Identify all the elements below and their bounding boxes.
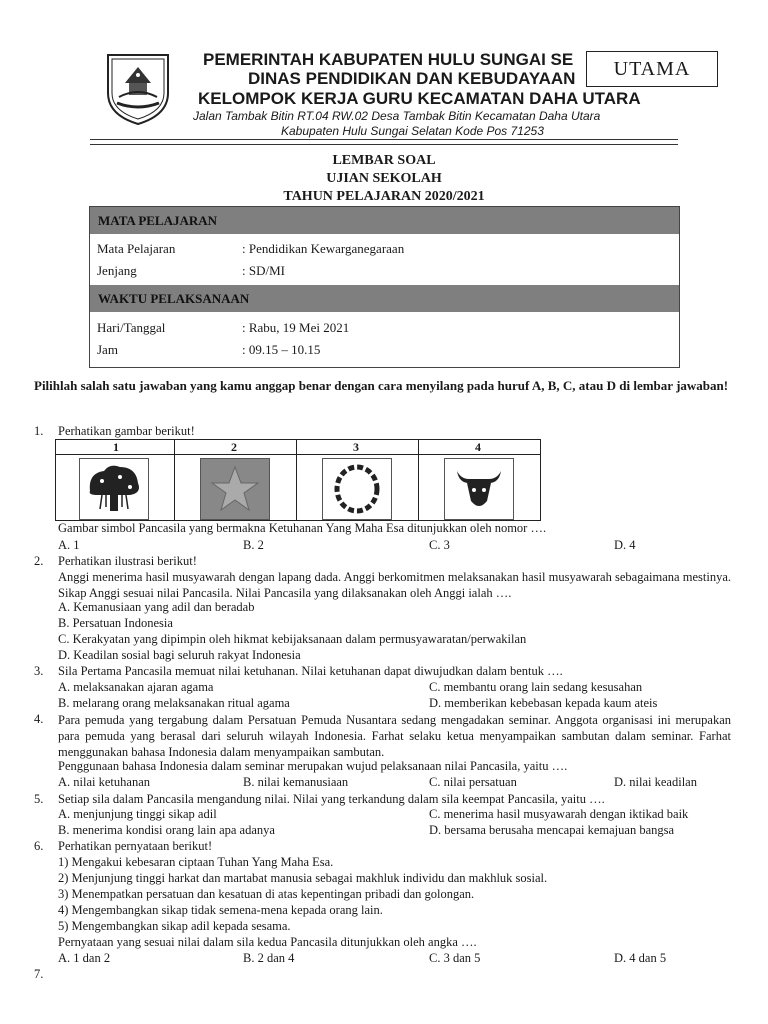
q4-option-a: A. nilai ketuhanan xyxy=(58,775,150,789)
q4-question: Penggunaan bahasa Indonesia dalam seminar merupakan wujud pelaksanaan nilai Pancasila, yaitu …. xyxy=(58,759,568,773)
date-label: Hari/Tanggal xyxy=(97,320,166,335)
regency-logo xyxy=(105,53,171,126)
q5-stem: Setiap sila dalam Pancasila mengandung nilai. Nilai yang terkandung dalam sila keempat Pancasila, yaitu …. xyxy=(58,792,605,806)
q1-option-a: A. 1 xyxy=(58,538,80,552)
q4-number: 4. xyxy=(34,712,44,726)
time-value: : 09.15 – 10.15 xyxy=(242,342,321,357)
date-value: : Rabu, 19 Mei 2021 xyxy=(242,320,350,335)
q2-option-b: B. Persatuan Indonesia xyxy=(58,616,173,630)
doc-title-2: UJIAN SEKOLAH xyxy=(326,171,442,186)
q1-option-d: D. 4 xyxy=(614,538,636,552)
q1-col-header: 4 xyxy=(475,440,481,454)
q6-item: 2) Menjunjung tinggi harkat dan martabat manusia sebagai makhluk individu dan makhluk sosial. xyxy=(58,871,548,885)
q1-option-b: B. 2 xyxy=(243,538,264,552)
doc-title-3: TAHUN PELAJARAN 2020/2021 xyxy=(283,189,485,204)
header-line-1: PEMERINTAH KABUPATEN HULU SUNGAI SE xyxy=(203,50,574,69)
q3-option-a: A. melaksanakan ajaran agama xyxy=(58,680,214,694)
q1-col-header: 2 xyxy=(231,440,237,454)
q1-option-c: C. 3 xyxy=(429,538,450,552)
level-value: : SD/MI xyxy=(242,263,285,278)
q6-option-a: A. 1 dan 2 xyxy=(58,951,111,965)
subject-value: : Pendidikan Kewarganegaraan xyxy=(242,241,405,256)
subject-label: Mata Pelajaran xyxy=(97,241,176,256)
q3-option-b: B. melarang orang melaksanakan ritual agama xyxy=(58,696,290,710)
banyan-tree-icon xyxy=(79,458,149,520)
q3-number: 3. xyxy=(34,664,44,678)
q6-item: 4) Mengembangkan sikap tidak semena-mena kepada orang lain. xyxy=(58,903,383,917)
q3-option-d: D. memberikan kebebasan kepada kaum ateis xyxy=(429,696,658,710)
q6-option-c: C. 3 dan 5 xyxy=(429,951,481,965)
q1-stem: Perhatikan gambar berikut! xyxy=(58,424,195,438)
q6-item: 5) Mengembangkan sikap adil kepada sesama. xyxy=(58,919,291,933)
info-section-time: WAKTU PELAKSANAAN xyxy=(90,285,679,312)
q3-option-c: C. membantu orang lain sedang kesusahan xyxy=(429,680,643,694)
header-divider xyxy=(90,139,678,145)
q6-question: Pernyataan yang sesuai nilai dalam sila kedua Pancasila ditunjukkan oleh angka …. xyxy=(58,935,477,949)
q1-question: Gambar simbol Pancasila yang bermakna Ketuhanan Yang Maha Esa ditunjukkan oleh nomor …. xyxy=(58,521,547,535)
q5-option-a: A. menjunjung tinggi sikap adil xyxy=(58,807,217,821)
q5-number: 5. xyxy=(34,792,44,806)
q1-symbol-table xyxy=(55,439,541,521)
q6-option-b: B. 2 dan 4 xyxy=(243,951,295,965)
level-label: Jenjang xyxy=(97,263,137,278)
time-label: Jam xyxy=(97,342,118,357)
q1-col-header: 1 xyxy=(113,440,119,454)
q1-col-header: 3 xyxy=(353,440,359,454)
chain-icon xyxy=(322,458,392,520)
q4-option-b: B. nilai kemanusiaan xyxy=(243,775,349,789)
q2-stem: Perhatikan ilustrasi berikut! xyxy=(58,554,197,568)
q4-option-c: C. nilai persatuan xyxy=(429,775,517,789)
q6-item: 3) Menempatkan persatuan dan kesatuan di atas kepentingan pribadi dan golongan. xyxy=(58,887,475,901)
q3-stem: Sila Pertama Pancasila memuat nilai ketuhanan. Nilai ketuhanan dapat diwujudkan dalam bentuk …. xyxy=(58,664,563,678)
q1-number: 1. xyxy=(34,424,44,438)
header-line-2: DINAS PENDIDIKAN DAN KEBUDAYAAN xyxy=(248,69,576,88)
q2-number: 2. xyxy=(34,554,44,568)
header-address-1: Jalan Tambak Bitin RT.04 RW.02 Desa Tambak Bitin Kecamatan Daha Utara xyxy=(193,109,601,123)
q6-number: 6. xyxy=(34,839,44,853)
bull-head-icon xyxy=(444,458,514,520)
q7-number: 7. xyxy=(34,967,44,981)
info-section-subject: MATA PELAJARAN xyxy=(90,207,679,234)
q6-option-d: D. 4 dan 5 xyxy=(614,951,667,965)
q4-text: Para pemuda yang tergabung dalam Persatuan Pemuda Nusantara sedang mengadakan seminar. Anggota organisasi ini merupakan para pemuda yang berasal dari seluruh wilayah Indonesia. Farhat selaku ketua menyampaikan sambutan dalam seminar. Farhat menggunakan bahasa Indonesia dalam menyampaikan sambutan. xyxy=(58,713,731,759)
doc-title-1: LEMBAR SOAL xyxy=(332,153,436,168)
q6-stem: Perhatikan pernyataan berikut! xyxy=(58,839,213,853)
q4-option-d: D. nilai keadilan xyxy=(614,775,697,789)
stamp-utama: UTAMA xyxy=(586,51,718,87)
instruction: Pilihlah salah satu jawaban yang kamu anggap benar dengan cara menyilang pada huruf A, B, C, atau D di lembar jawaban! xyxy=(34,378,729,393)
q2-option-d: D. Keadilan sosial bagi seluruh rakyat Indonesia xyxy=(58,648,301,662)
q5-option-d: D. bersama berusaha mencapai kemajuan bangsa xyxy=(429,823,675,837)
header-address-2: Kabupaten Hulu Sungai Selatan Kode Pos 71253 xyxy=(281,124,544,138)
q2-option-a: A. Kemanusiaan yang adil dan beradab xyxy=(58,600,255,614)
q5-option-b: B. menerima kondisi orang lain apa adanya xyxy=(58,823,275,837)
q2-option-c: C. Kerakyatan yang dipimpin oleh hikmat kebijaksanaan dalam permusyawaratan/perwakilan xyxy=(58,632,527,646)
q6-item: 1) Mengakui kebesaran ciptaan Tuhan Yang Maha Esa. xyxy=(58,855,334,869)
q5-option-c: C. menerima hasil musyawarah dengan iktikad baik xyxy=(429,807,689,821)
star-icon xyxy=(200,458,270,520)
info-box xyxy=(89,206,680,368)
q2-text: Anggi menerima hasil musyawarah dengan lapang dada. Anggi berkomitmen melaksanakan hasil musyawarah sebagaimana mestinya. Sikap Anggi sesuai nilai Pancasila. Nilai Pancasila yang dilaksanakan oleh Anggi ialah …. xyxy=(58,570,731,600)
header-line-3: KELOMPOK KERJA GURU KECAMATAN DAHA UTARA xyxy=(198,89,641,108)
